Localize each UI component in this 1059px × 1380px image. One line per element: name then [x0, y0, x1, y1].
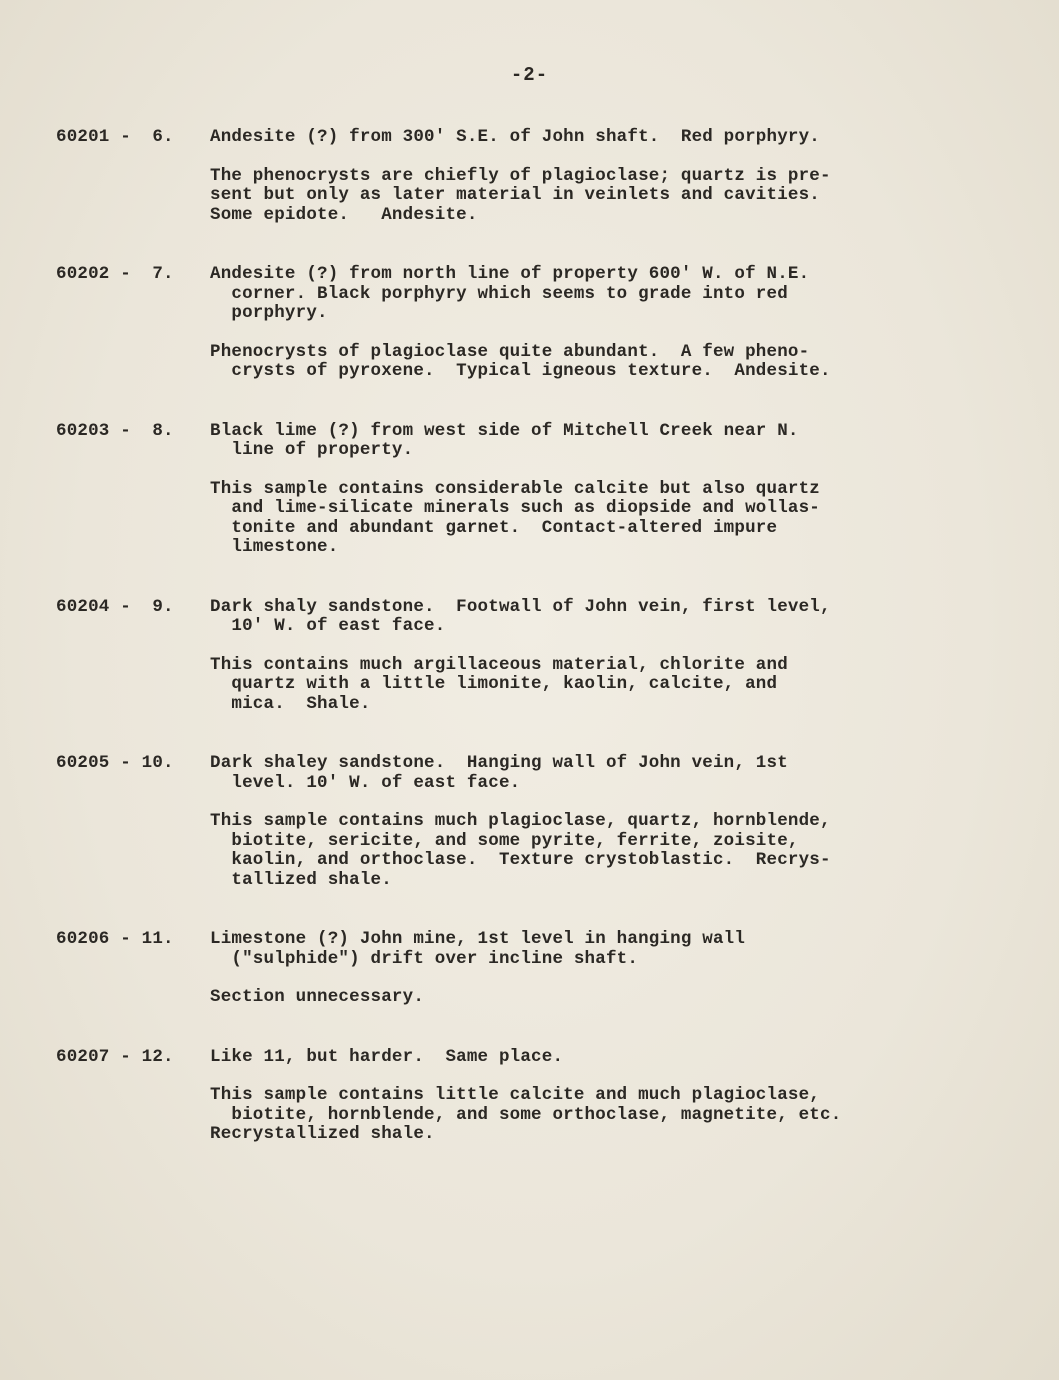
text-line: Recrystallized shale. [210, 1124, 435, 1144]
text-line: and lime-silicate minerals such as diopside and wollas- [210, 498, 820, 518]
sample-description [210, 1048, 936, 1068]
text-line: crysts of pyroxene. Typical igneous texture. Andesite. [210, 361, 831, 381]
text-line: Dark shaley sandstone. Hanging wall of John vein, 1st [210, 753, 788, 773]
sample-description [210, 930, 936, 969]
petrographic-notes [210, 167, 936, 226]
text-line: The phenocrysts are chiefly of plagioclase; quartz is pre- [210, 165, 831, 186]
text-line: Some epidote. Andesite. [210, 204, 478, 225]
text-line: ("sulphide") drift over incline shaft. [210, 948, 639, 969]
sample-number: 60206 - 11. [56, 929, 174, 949]
sample-text [210, 930, 936, 1008]
text-line: tonite and abundant garnet. Contact-altered impure [210, 517, 778, 538]
sample-description [210, 598, 936, 637]
sample-description [210, 422, 936, 461]
text-line: Limestone (?) John mine, 1st level in hanging wall [210, 929, 746, 949]
text-line: Phenocrysts of plagioclase quite abundant. A few pheno- [210, 341, 810, 362]
sample-number: 60207 - 12. [56, 1046, 174, 1067]
sample-text [210, 754, 936, 890]
sample-description [210, 265, 936, 324]
text-line: kaolin, and orthoclase. Texture crystoblastic. Recrys- [210, 850, 831, 870]
sample-text [210, 422, 936, 558]
sample-number: 60205 - 10. [56, 753, 174, 773]
sample-entries [56, 128, 936, 1185]
text-line: This sample contains considerable calcite but also quartz [210, 478, 820, 499]
text-line: biotite, sericite, and some pyrite, ferrite, zoisite, [210, 830, 799, 851]
petrographic-notes [210, 656, 936, 715]
text-line: This sample contains little calcite and much plagioclase, [210, 1085, 820, 1105]
sample-description [210, 754, 936, 793]
text-line: line of property. [210, 440, 414, 460]
sample-text [210, 265, 936, 382]
text-line: level. 10' W. of east face. [210, 772, 521, 793]
text-line: Andesite (?) from 300' S.E. of John shaft. Red porphyry. [210, 127, 820, 147]
text-line: limestone. [210, 537, 339, 557]
sample-entry [56, 930, 936, 1008]
text-line: sent but only as later material in veinlets and cavities. [210, 185, 820, 205]
petrographic-notes [210, 812, 936, 890]
text-line: quartz with a little limonite, kaolin, calcite, and [210, 674, 778, 694]
text-line: Section unnecessary. [210, 987, 425, 1007]
text-line: Like 11, but harder. Same place. [210, 1046, 564, 1067]
sample-text [210, 598, 936, 715]
text-line: Black lime (?) from west side of Mitchell Creek near N. [210, 420, 799, 441]
sample-entry [56, 422, 936, 558]
text-line: biotite, hornblende, and some orthoclase, magnetite, etc. [210, 1104, 842, 1125]
text-line: porphyry. [210, 303, 328, 323]
sample-number: 60204 - 9. [56, 596, 174, 617]
sample-number: 60201 - 6. [56, 127, 174, 147]
sample-entry [56, 265, 936, 382]
petrographic-notes [210, 343, 936, 382]
sample-number: 60202 - 7. [56, 264, 174, 284]
petrographic-notes [210, 1086, 936, 1145]
text-line: Andesite (?) from north line of property 600' W. of N.E. [210, 264, 810, 284]
text-line: tallized shale. [210, 869, 392, 890]
page-number: -2- [510, 64, 549, 86]
text-line: Dark shaly sandstone. Footwall of John vein, first level, [210, 596, 831, 617]
sample-entry [56, 754, 936, 890]
petrographic-notes [210, 988, 936, 1008]
text-line: 10' W. of east face. [210, 616, 446, 636]
petrographic-notes [210, 480, 936, 558]
sample-text [210, 1048, 936, 1145]
sample-entry [56, 128, 936, 225]
text-line: This contains much argillaceous material, chlorite and [210, 654, 788, 675]
sample-description [210, 128, 936, 148]
sample-entry [56, 1048, 936, 1145]
text-line: mica. Shale. [210, 693, 371, 714]
sample-number: 60203 - 8. [56, 420, 174, 441]
text-line: This sample contains much plagioclase, quartz, hornblende, [210, 811, 831, 831]
sample-text [210, 128, 936, 225]
text-line: corner. Black porphyry which seems to grade into red [210, 283, 788, 304]
sample-entry [56, 598, 936, 715]
